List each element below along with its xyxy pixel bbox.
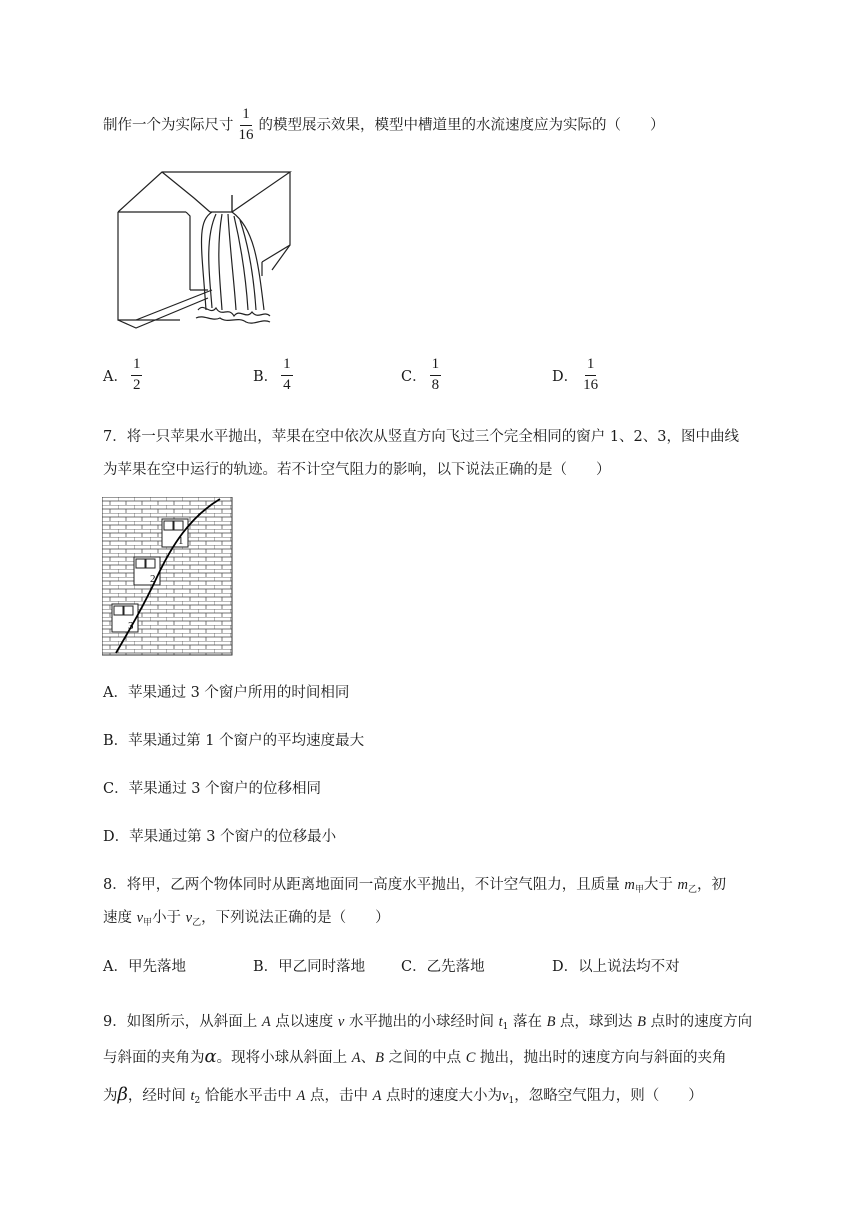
q9-point-b: B bbox=[546, 1014, 556, 1030]
q9-alpha: α bbox=[204, 1046, 217, 1067]
q9-l2-b: 。现将小球从斜面上 bbox=[216, 1050, 352, 1066]
q8-m-jia-symbol: m bbox=[624, 877, 635, 893]
q9-l1-f: 点时的速度方向 bbox=[646, 1014, 753, 1030]
q6-option-a-den: 2 bbox=[132, 376, 141, 393]
q6-option-c-fraction bbox=[430, 357, 442, 394]
q9-l3-a: 为 bbox=[103, 1088, 118, 1104]
q8-m-yi-sub: 乙 bbox=[687, 885, 697, 895]
q7-option-a[interactable]: A．苹果通过 3 个窗户所用的时间相同 bbox=[103, 685, 350, 701]
q6-option-c-den: 8 bbox=[431, 376, 440, 393]
aqueduct-figure bbox=[112, 170, 297, 335]
q8-l2-a: 速度 bbox=[103, 910, 137, 926]
q9-l3-b: ，经时间 bbox=[127, 1088, 191, 1104]
window-2-label: 2 bbox=[150, 573, 156, 585]
q6-stem-fraction-num: 1 bbox=[240, 107, 252, 126]
apple-window-figure bbox=[102, 497, 234, 657]
q8-stem-line1 bbox=[103, 873, 726, 894]
q6-stem-fraction bbox=[237, 107, 256, 144]
q9-speed-v: v bbox=[337, 1014, 345, 1030]
q8-option-a[interactable]: A．甲先落地 bbox=[103, 959, 186, 975]
q9-l2-a: 与斜面的夹角为 bbox=[103, 1050, 205, 1066]
q9-v1-symbol: v bbox=[502, 1088, 509, 1104]
q9-l3-d: 点，击中 bbox=[305, 1088, 373, 1104]
q9-stem-line3 bbox=[103, 1084, 703, 1105]
q9-point-a: A bbox=[261, 1014, 271, 1030]
q7-option-d[interactable]: D．苹果通过第 3 个窗户的位移最小 bbox=[103, 829, 337, 845]
window-3 bbox=[112, 604, 138, 632]
q6-option-b-den: 4 bbox=[283, 376, 291, 393]
q9-l3-f: ，忽略空气阻力，则（ ） bbox=[514, 1088, 703, 1104]
q6-option-b[interactable] bbox=[253, 357, 296, 394]
q6-option-d-num: 1 bbox=[585, 357, 597, 376]
q6-option-d-den: 16 bbox=[583, 376, 599, 393]
q9-point-a-2: A bbox=[351, 1050, 361, 1066]
q9-l1-b: 点以速度 bbox=[270, 1014, 338, 1030]
q6-option-a-letter: A． bbox=[103, 368, 128, 385]
q8-option-c[interactable]: C．乙先落地 bbox=[401, 959, 485, 975]
q8-l2-c: ，下列说法正确的是（ ） bbox=[201, 910, 390, 926]
q9-l2-c: 、 bbox=[360, 1050, 376, 1066]
q7-stem-line2: 为苹果在空中运行的轨迹。若不计空气阻力的影响，以下说法正确的是（ ） bbox=[103, 462, 611, 478]
q9-beta: β bbox=[117, 1084, 128, 1105]
q6-option-b-num: 1 bbox=[281, 357, 293, 376]
q9-l2-e: 抛出，抛出时的速度方向与斜面的夹角 bbox=[475, 1050, 727, 1066]
q6-stem-pre: 制作一个为实际尺寸 bbox=[103, 117, 234, 134]
q9-l3-c: 恰能水平击中 bbox=[200, 1088, 297, 1104]
q9-l2-d: 之间的中点 bbox=[383, 1050, 466, 1066]
q9-point-b-2: B bbox=[637, 1014, 646, 1030]
q6-option-b-fraction bbox=[281, 357, 293, 394]
q8-option-b[interactable]: B．甲乙同时落地 bbox=[253, 959, 366, 975]
q6-option-a-fraction bbox=[131, 357, 143, 394]
q9-stem-line2 bbox=[103, 1046, 726, 1067]
q9-l1-c: 水平抛出的小球经时间 bbox=[344, 1014, 499, 1030]
q9-point-c: C bbox=[465, 1050, 476, 1066]
q9-l1-a: 9．如图所示，从斜面上 bbox=[103, 1014, 262, 1030]
q6-stem-fraction-den: 16 bbox=[238, 126, 254, 143]
q6-option-b-letter: B． bbox=[253, 368, 279, 385]
q8-stem-line2 bbox=[103, 906, 390, 927]
q8-m-yi-symbol: m bbox=[677, 877, 688, 893]
q8-l1-a: 8．将甲，乙两个物体同时从距离地面同一高度水平抛出，不计空气阻力，且质量 bbox=[103, 877, 625, 893]
q9-l3-e: 点时的速度大小为 bbox=[381, 1088, 503, 1104]
q9-t2-symbol: t bbox=[190, 1088, 195, 1104]
q9-point-a-4: A bbox=[372, 1088, 382, 1104]
window-1-label: 1 bbox=[178, 535, 184, 547]
q9-l1-d: 落在 bbox=[508, 1014, 547, 1030]
q9-point-a-3: A bbox=[296, 1088, 306, 1104]
q6-option-a[interactable] bbox=[103, 357, 145, 394]
q8-l2-b: 小于 bbox=[152, 910, 186, 926]
q7-stem-line1: 7．将一只苹果水平抛出，苹果在空中依次从竖直方向飞过三个完全相同的窗户 1、2、3，图中曲线 bbox=[103, 429, 740, 445]
q8-l1-c: ，初 bbox=[696, 877, 726, 893]
q6-option-c-num: 1 bbox=[430, 357, 442, 376]
q9-stem-line1 bbox=[103, 1010, 752, 1031]
q8-v-jia-symbol: v bbox=[136, 910, 144, 926]
q9-t2-sub: 2 bbox=[194, 1096, 201, 1106]
window-3-label: 3 bbox=[128, 620, 134, 632]
q6-option-d[interactable] bbox=[552, 357, 603, 394]
q8-l1-b: 大于 bbox=[643, 877, 678, 893]
q9-point-b-3: B bbox=[375, 1050, 384, 1066]
q6-option-d-fraction bbox=[581, 357, 600, 394]
q9-l1-e: 点，球到达 bbox=[555, 1014, 638, 1030]
q8-option-d[interactable]: D．以上说法均不对 bbox=[552, 959, 680, 975]
q8-v-jia-sub: 甲 bbox=[143, 918, 153, 928]
q7-option-b[interactable]: B．苹果通过第 1 个窗户的平均速度最大 bbox=[103, 733, 365, 749]
q6-option-c-letter: C． bbox=[401, 368, 427, 385]
q8-v-yi-symbol: v bbox=[185, 910, 193, 926]
q9-t1-symbol: t bbox=[498, 1014, 503, 1030]
q7-option-c[interactable]: C．苹果通过 3 个窗户的位移相同 bbox=[103, 781, 322, 797]
q8-v-yi-sub: 乙 bbox=[192, 918, 202, 928]
q6-option-c[interactable] bbox=[401, 357, 444, 394]
q6-option-d-letter: D． bbox=[552, 368, 579, 385]
q6-option-a-num: 1 bbox=[131, 357, 143, 376]
q9-t1-sub: 1 bbox=[502, 1022, 509, 1032]
q9-v1-sub: 1 bbox=[508, 1096, 515, 1106]
q6-stem-post: 的模型展示效果，模型中槽道里的水流速度应为实际的（ ） bbox=[258, 117, 665, 134]
q8-m-jia-sub: 甲 bbox=[634, 885, 644, 895]
q6-stem bbox=[103, 107, 665, 144]
